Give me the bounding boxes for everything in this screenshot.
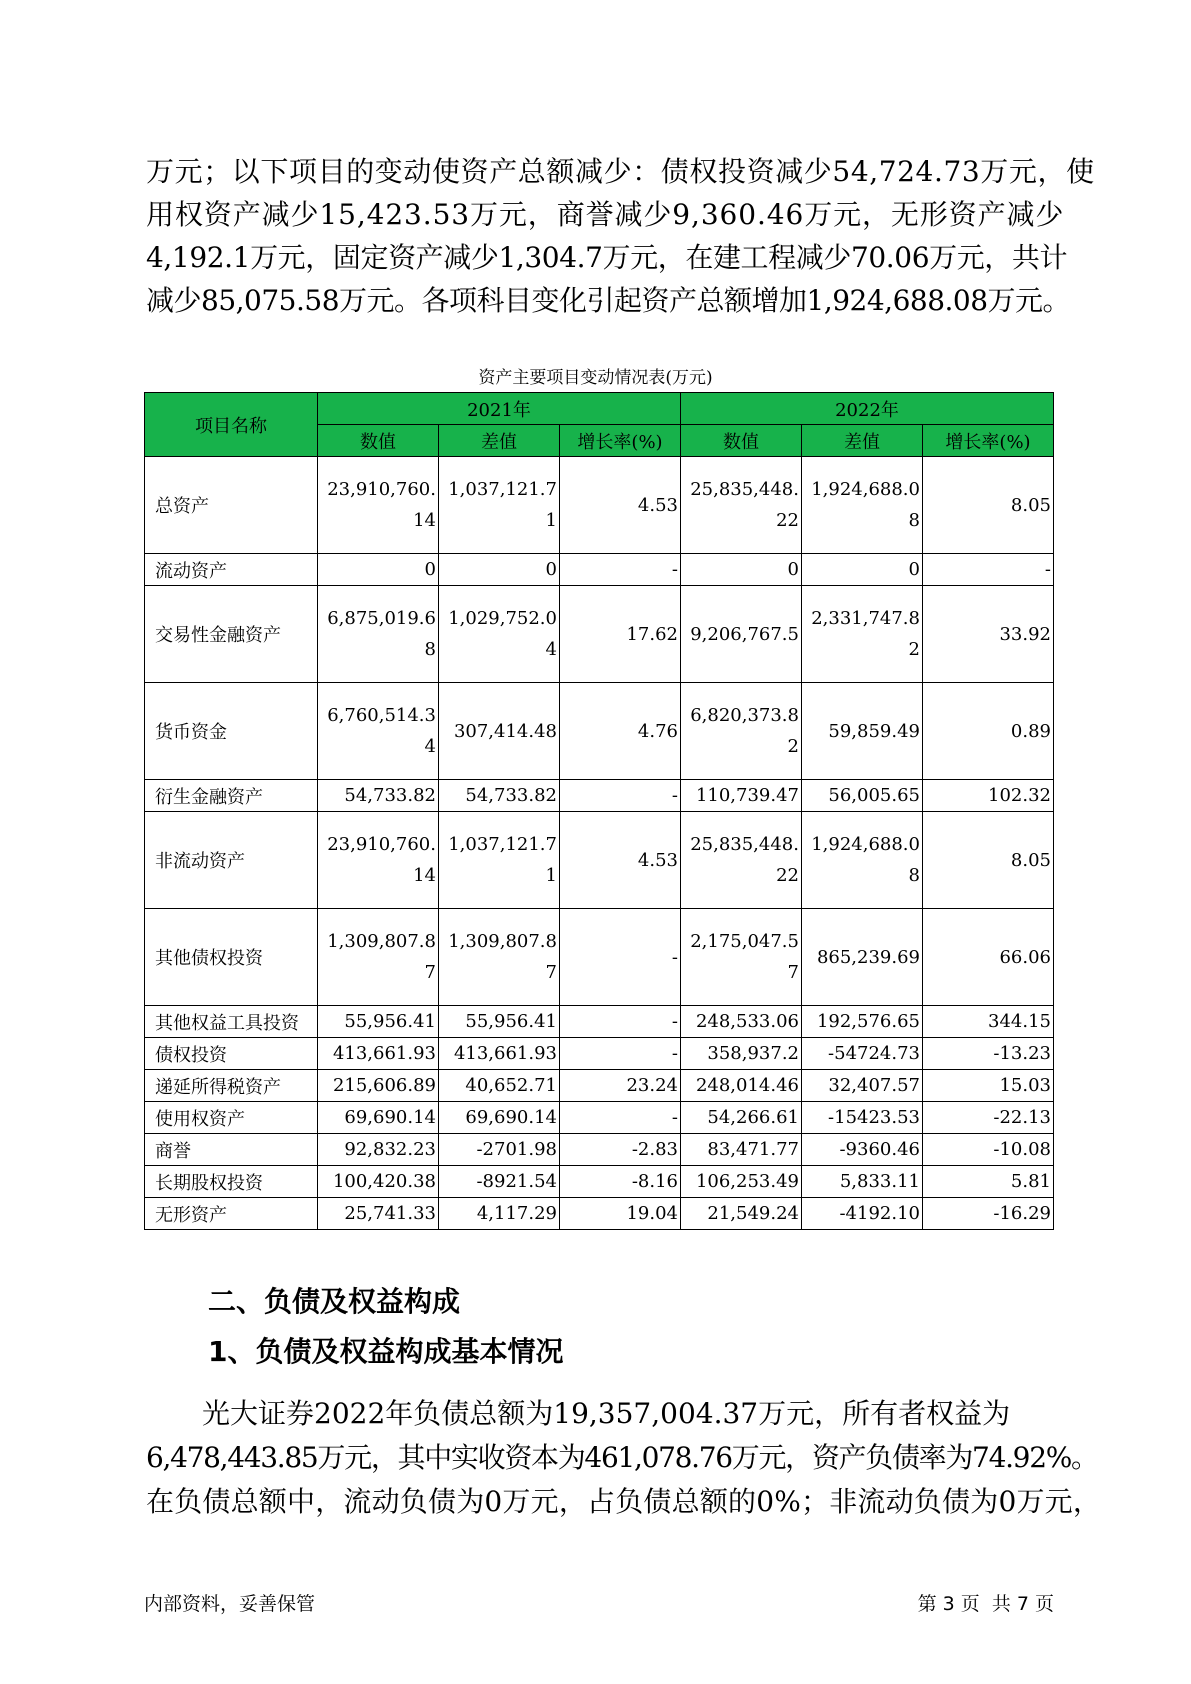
table-row [145, 1134, 1054, 1166]
cell: 0 [318, 554, 439, 586]
cell: 248,014.46 [681, 1070, 802, 1102]
row-name: 货币资金 [145, 683, 318, 780]
table-caption: 资产主要项目变动情况表(万元) [478, 368, 713, 388]
cell: 1,309,807.87 [318, 909, 439, 1006]
footer-page-number: 第 3 页 共 7 页 [917, 1593, 1054, 1615]
row-name: 长期股权投资 [145, 1166, 318, 1198]
cell: 4.76 [560, 683, 681, 780]
cell: 1,037,121.71 [439, 812, 560, 909]
cell: 102.32 [923, 780, 1054, 812]
cell: 344.15 [923, 1006, 1054, 1038]
footer-confidential-note: 内部资料，妥善保管 [144, 1593, 316, 1615]
cell: 1,029,752.04 [439, 586, 560, 683]
cell: -22.13 [923, 1102, 1054, 1134]
section-heading: 二、负债及权益构成 [208, 1285, 461, 1318]
cell: 83,471.77 [681, 1134, 802, 1166]
intro-line: 减少85,075.58万元。各项科目变化引起资产总额增加1,924,688.08万元。 [146, 284, 1071, 317]
cell: 23,910,760.14 [318, 457, 439, 554]
table-row [145, 909, 1054, 1006]
cell: -16.29 [923, 1198, 1054, 1230]
table-row [145, 457, 1054, 554]
cell: 2,331,747.82 [802, 586, 923, 683]
cell: - [560, 1038, 681, 1070]
row-name: 总资产 [145, 457, 318, 554]
cell: -2701.98 [439, 1134, 560, 1166]
table-row [145, 1038, 1054, 1070]
cell: 6,820,373.82 [681, 683, 802, 780]
cell: 17.62 [560, 586, 681, 683]
diff-header: 差值 [439, 425, 560, 457]
cell: 69,690.14 [439, 1102, 560, 1134]
table-row [145, 812, 1054, 909]
body-line: 6,478,443.85万元，其中实收资本为461,078.76万元，资产负债率为74.92%。 [146, 1441, 1098, 1474]
value-header: 数值 [318, 425, 439, 457]
row-name: 商誉 [145, 1134, 318, 1166]
cell: -13.23 [923, 1038, 1054, 1070]
cell: 5,833.11 [802, 1166, 923, 1198]
table-row [145, 780, 1054, 812]
cell: 59,859.49 [802, 683, 923, 780]
cell: 1,309,807.87 [439, 909, 560, 1006]
cell: 25,835,448.22 [681, 457, 802, 554]
intro-line: 4,192.1万元，固定资产减少1,304.7万元，在建工程减少70.06万元，共计 [146, 241, 1068, 274]
cell: 32,407.57 [802, 1070, 923, 1102]
table-row [145, 1198, 1054, 1230]
year-header-2022: 2022年 [681, 393, 1054, 425]
intro-line: 万元；以下项目的变动使资产总额减少：债权投资减少54,724.73万元，使 [146, 155, 1095, 188]
cell: 55,956.41 [439, 1006, 560, 1038]
row-name: 其他权益工具投资 [145, 1006, 318, 1038]
body-line: 在负债总额中，流动负债为0万元，占负债总额的0%；非流动负债为0万元， [146, 1485, 1102, 1518]
cell: - [560, 1006, 681, 1038]
table-row [145, 1166, 1054, 1198]
cell: - [560, 780, 681, 812]
cell: -8.16 [560, 1166, 681, 1198]
cell: -8921.54 [439, 1166, 560, 1198]
table-row [145, 1006, 1054, 1038]
cell: 1,924,688.08 [802, 457, 923, 554]
cell: 413,661.93 [439, 1038, 560, 1070]
cell: -10.08 [923, 1134, 1054, 1166]
value-header: 数值 [681, 425, 802, 457]
cell: 1,037,121.71 [439, 457, 560, 554]
cell: 110,739.47 [681, 780, 802, 812]
cell: 5.81 [923, 1166, 1054, 1198]
cell: 54,733.82 [318, 780, 439, 812]
cell: 8.05 [923, 812, 1054, 909]
growth-rate-header: 增长率(%) [923, 425, 1054, 457]
section2-paragraph [146, 1394, 1102, 1526]
cell: 6,760,514.34 [318, 683, 439, 780]
cell: 54,266.61 [681, 1102, 802, 1134]
intro-line: 用权资产减少15,423.53万元，商誉减少9,360.46万元，无形资产减少 [146, 198, 1065, 231]
cell: 248,533.06 [681, 1006, 802, 1038]
cell: 92,832.23 [318, 1134, 439, 1166]
cell: 0 [802, 554, 923, 586]
cell: -54724.73 [802, 1038, 923, 1070]
diff-header: 差值 [802, 425, 923, 457]
table-row [145, 1102, 1054, 1134]
row-name: 无形资产 [145, 1198, 318, 1230]
row-name: 递延所得税资产 [145, 1070, 318, 1102]
cell: -2.83 [560, 1134, 681, 1166]
cell: 0.89 [923, 683, 1054, 780]
cell: 4.53 [560, 457, 681, 554]
cell: 192,576.65 [802, 1006, 923, 1038]
cell: 9,206,767.5 [681, 586, 802, 683]
cell: 6,875,019.68 [318, 586, 439, 683]
cell: 56,005.65 [802, 780, 923, 812]
cell: 215,606.89 [318, 1070, 439, 1102]
row-name: 衍生金融资产 [145, 780, 318, 812]
cell: 865,239.69 [802, 909, 923, 1006]
cell: - [923, 554, 1054, 586]
cell: 358,937.2 [681, 1038, 802, 1070]
cell: 307,414.48 [439, 683, 560, 780]
cell: 55,956.41 [318, 1006, 439, 1038]
table-row [145, 586, 1054, 683]
table-row [145, 554, 1054, 586]
cell: 0 [439, 554, 560, 586]
row-name: 使用权资产 [145, 1102, 318, 1134]
cell: 4,117.29 [439, 1198, 560, 1230]
cell: - [560, 909, 681, 1006]
cell: - [560, 1102, 681, 1134]
row-name: 交易性金融资产 [145, 586, 318, 683]
cell: 66.06 [923, 909, 1054, 1006]
cell: 25,741.33 [318, 1198, 439, 1230]
row-name: 非流动资产 [145, 812, 318, 909]
growth-rate-header: 增长率(%) [560, 425, 681, 457]
cell: 23,910,760.14 [318, 812, 439, 909]
row-name: 其他债权投资 [145, 909, 318, 1006]
cell: 413,661.93 [318, 1038, 439, 1070]
cell: 23.24 [560, 1070, 681, 1102]
cell: 19.04 [560, 1198, 681, 1230]
table-row [145, 1070, 1054, 1102]
cell: 40,652.71 [439, 1070, 560, 1102]
subsection-heading: 1、负债及权益构成基本情况 [208, 1335, 564, 1368]
cell: 15.03 [923, 1070, 1054, 1102]
cell: 33.92 [923, 586, 1054, 683]
cell: 54,733.82 [439, 780, 560, 812]
year-header-2021: 2021年 [318, 393, 681, 425]
cell: 8.05 [923, 457, 1054, 554]
row-name: 流动资产 [145, 554, 318, 586]
asset-change-table [144, 392, 1054, 1230]
cell: -4192.10 [802, 1198, 923, 1230]
cell: 106,253.49 [681, 1166, 802, 1198]
cell: 21,549.24 [681, 1198, 802, 1230]
cell: -15423.53 [802, 1102, 923, 1134]
row-name: 债权投资 [145, 1038, 318, 1070]
cell: - [560, 554, 681, 586]
item-name-header: 项目名称 [145, 393, 318, 457]
cell: 1,924,688.08 [802, 812, 923, 909]
cell: 0 [681, 554, 802, 586]
intro-paragraph [146, 152, 1095, 324]
cell: -9360.46 [802, 1134, 923, 1166]
body-line: 光大证券2022年负债总额为19,357,004.37万元，所有者权益为 [202, 1397, 1011, 1430]
cell: 100,420.38 [318, 1166, 439, 1198]
cell: 4.53 [560, 812, 681, 909]
cell: 25,835,448.22 [681, 812, 802, 909]
cell: 2,175,047.57 [681, 909, 802, 1006]
cell: 69,690.14 [318, 1102, 439, 1134]
table-row [145, 683, 1054, 780]
